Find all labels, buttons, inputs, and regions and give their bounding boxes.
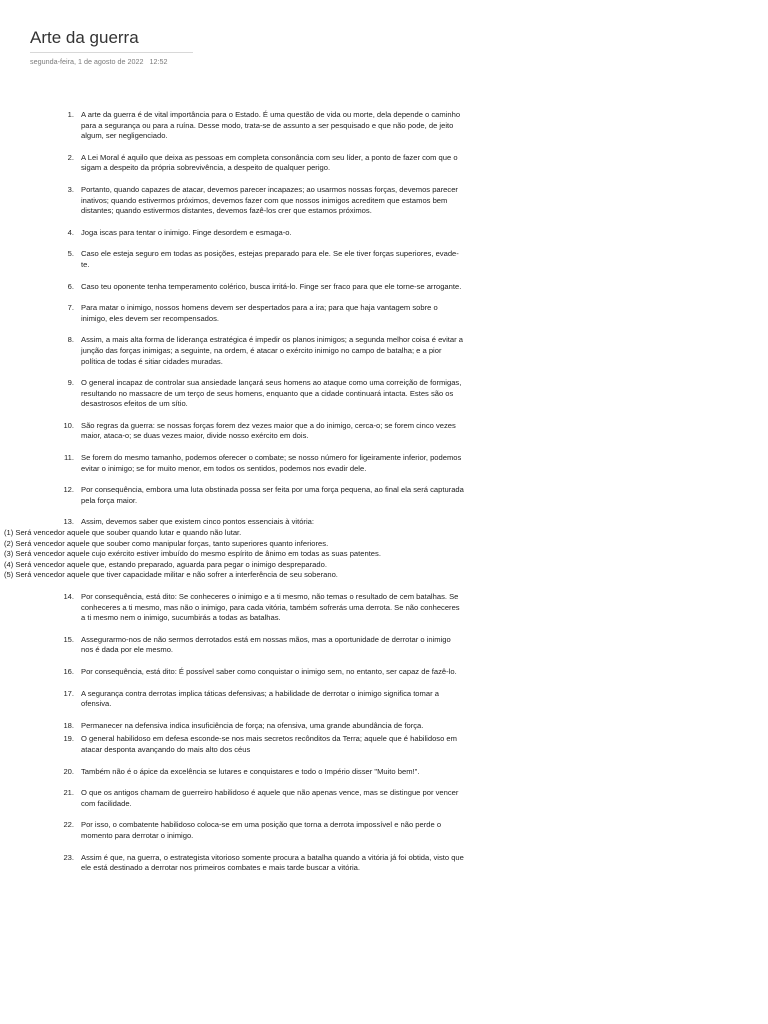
list-item xyxy=(54,228,464,239)
list-text: Caso teu oponente tenha temperamento colérico, busca irritá-lo. Finge ser fraco para que ele torne-se arrogante. xyxy=(81,281,462,291)
list-number: 2. xyxy=(67,152,74,162)
list-number: 10. xyxy=(63,420,74,430)
list-text: O que os antigos chamam de guerreiro habilidoso é aquele que não apenas vence, mas se distingue por vencer com facilidade. xyxy=(81,788,459,808)
list-text: Também não é o ápice da excelência se lutares e conquistares e todo o Império disser "Muito bem!". xyxy=(81,766,420,776)
list-number: 9. xyxy=(67,378,74,388)
list-item xyxy=(54,734,464,755)
list-number: 18. xyxy=(63,720,74,730)
list-number: 15. xyxy=(63,634,74,644)
list-text: Por consequência, embora uma luta obstinada possa ser feita por uma força pequena, ao final ela será capturada pela força maior. xyxy=(81,485,464,505)
note-header xyxy=(30,26,193,66)
five-points-list xyxy=(4,528,464,581)
list-number: 20. xyxy=(63,766,74,776)
list-item xyxy=(54,153,464,174)
list-number: 1. xyxy=(67,110,74,119)
list-text: A Lei Moral é aquilo que deixa as pessoas em completa consonância com seu líder, a ponto de fazer com que o sigam a despeito da própria sobrevivência, a despeito de qualquer perigo. xyxy=(81,152,458,173)
list-text: Assim, a mais alta forma de liderança estratégica é impedir os planos inimigos; a segunda melhor coisa é evitar a junção das forças inimigas; a seguinte, na ordem, é atacar o exército inimigo no campo de batalha; e a pior política de todas é sitiar cidades muradas. xyxy=(81,335,463,366)
point-item: (1) Será vencedor aquele que souber quando lutar e quando não lutar. xyxy=(4,528,242,538)
list-item xyxy=(54,689,464,710)
list-text: A segurança contra derrotas implica táticas defensivas; a habilidade de derrotar o inimigo significa tomar a ofensiva. xyxy=(81,688,439,709)
list-text: A arte da guerra é de vital importância para o Estado. É uma questão de vida ou morte, dela depende o caminho para a segurança ou para a ruína. Desse modo, trata-se de assunto a ser pesquisado e que não pode, de jeito algum, ser negligenciado. xyxy=(81,110,461,141)
list-number: 6. xyxy=(67,281,74,291)
point-item: (5) Será vencedor aquele que tiver capacidade militar e não sofrer a interferência de seu soberano. xyxy=(4,570,338,580)
list-text: Por consequência, está dito: Se conheceres o inimigo e a ti mesmo, não temas o resultado de cem batalhas. Se conheceres a ti mesmo, mas não o inimigo, para cada vitória, também sofrerás uma derrota. Se não conheceres a ti mesmo nem o inimigo, sucumbirás a todas as batalhas. xyxy=(81,592,460,623)
list-item xyxy=(54,721,464,732)
list-text: Joga iscas para tentar o inimigo. Finge desordem e esmaga-o. xyxy=(81,227,292,237)
list-number: 22. xyxy=(63,820,74,830)
list-number: 5. xyxy=(67,249,74,259)
list-number: 21. xyxy=(63,788,74,798)
list-item xyxy=(54,635,464,656)
title-divider xyxy=(30,52,193,53)
note-body xyxy=(4,110,464,885)
list-text: Assim é que, na guerra, o estrategista vitorioso somente procura a batalha quando a vitória já foi obtida, visto que ele está destinado a derrotar nos primeiros combates e mais tarde buscar a vitória. xyxy=(81,852,464,873)
list-number: 12. xyxy=(63,485,74,495)
list-text: Permanecer na defensiva indica insuficiência de força; na ofensiva, uma grande abundância de força. xyxy=(81,720,424,730)
list-item xyxy=(54,185,464,217)
page-title: Arte da guerra xyxy=(30,28,139,47)
list-item-13 xyxy=(4,517,464,581)
list-text: Por consequência, está dito: É possível saber como conquistar o inimigo sem, no entanto, ser capaz de fazê-lo. xyxy=(81,666,457,676)
list-item xyxy=(54,667,464,678)
list-item xyxy=(54,282,464,293)
point-item: (3) Será vencedor aquele cujo exército estiver imbuído do mesmo espírito de ânimo em todas as suas patentes. xyxy=(4,549,381,559)
note-time: 12:52 xyxy=(149,57,168,66)
list-item xyxy=(54,335,464,367)
list-item xyxy=(54,378,464,410)
list-text: O general habilidoso em defesa esconde-se nos mais secretos recônditos da Terra; aquele que é habilidoso em atacar desponta avançando do mais alto dos céus xyxy=(81,734,457,754)
list-item xyxy=(54,767,464,778)
list-text: Portanto, quando capazes de atacar, devemos parecer incapazes; ao usarmos nossas forças, devemos parecer inativos; quando estivermos próximos, devemos fazer com que nossos inimigos acreditem que estamos bem distantes; quando estivermos distantes, devemos fazê-los crer que estamos próximos. xyxy=(81,184,458,216)
list-text: Se forem do mesmo tamanho, podemos oferecer o combate; se nosso número for ligeiramente inferior, podemos evitar o inimigo; se for muito menor, em todos os sentidos, podemos nos evadir dele. xyxy=(81,453,462,473)
list-item xyxy=(54,853,464,874)
list-item xyxy=(54,421,464,442)
list-text: O general incapaz de controlar sua ansiedade lançará seus homens ao ataque como uma correição de formigas, resultando no massacre de um terço de seus homens, enquanto que a cidade continuará intacta. Estes são os desastrosos efeitos de um sítio. xyxy=(81,378,462,409)
list-item xyxy=(54,820,464,841)
list-number: 17. xyxy=(63,688,74,698)
list-text: Assegurarmo-nos de não sermos derrotados está em nossas mãos, mas a oportunidade de derrotar o inimigo nos é dada por ele mesmo. xyxy=(81,634,451,655)
note-date: segunda-feira, 1 de agosto de 2022 xyxy=(30,57,144,66)
list-item xyxy=(54,303,464,324)
note-timestamp xyxy=(30,57,193,66)
list-item xyxy=(54,453,464,474)
list-number: 7. xyxy=(67,303,74,313)
list-item xyxy=(54,592,464,624)
point-item: (4) Será vencedor aquele que, estando preparado, aguarda para pegar o inimigo despreparado. xyxy=(4,559,327,569)
list-item xyxy=(54,110,464,142)
list-item xyxy=(54,249,464,270)
list-text: Por isso, o combatente habilidoso coloca-se em uma posição que torna a derrota impossível e não perde o momento para derrotar o inimigo. xyxy=(81,820,442,840)
list-number: 19. xyxy=(63,734,74,744)
list-text: Assim, devemos saber que existem cinco pontos essenciais à vitória: xyxy=(81,517,314,527)
list-number: 13. xyxy=(63,517,74,527)
list-text: Caso ele esteja seguro em todas as posições, estejas preparado para ele. Se ele tiver forças superiores, evade-te. xyxy=(81,249,459,269)
list-number: 23. xyxy=(63,852,74,862)
list-number: 16. xyxy=(63,666,74,676)
list-text: São regras da guerra: se nossas forças forem dez vezes maior que a do inimigo, cerca-o; se forem cinco vezes maior, ataca-o; se duas vezes maior, divide nosso exército em dois. xyxy=(81,420,456,441)
list-number: 14. xyxy=(63,592,74,601)
point-item: (2) Será vencedor aquele que souber como manipular forças, tanto superiores quanto inferiores. xyxy=(4,538,329,548)
list-item xyxy=(54,788,464,809)
list-number: 4. xyxy=(67,227,74,237)
list-number: 8. xyxy=(67,335,74,345)
list-item xyxy=(54,485,464,506)
list-text: Para matar o inimigo, nossos homens devem ser despertados para a ira; para que haja vantagem sobre o inimigo, eles devem ser recompensados. xyxy=(81,303,438,323)
list-number: 3. xyxy=(67,184,74,194)
list-number: 11. xyxy=(64,453,74,463)
